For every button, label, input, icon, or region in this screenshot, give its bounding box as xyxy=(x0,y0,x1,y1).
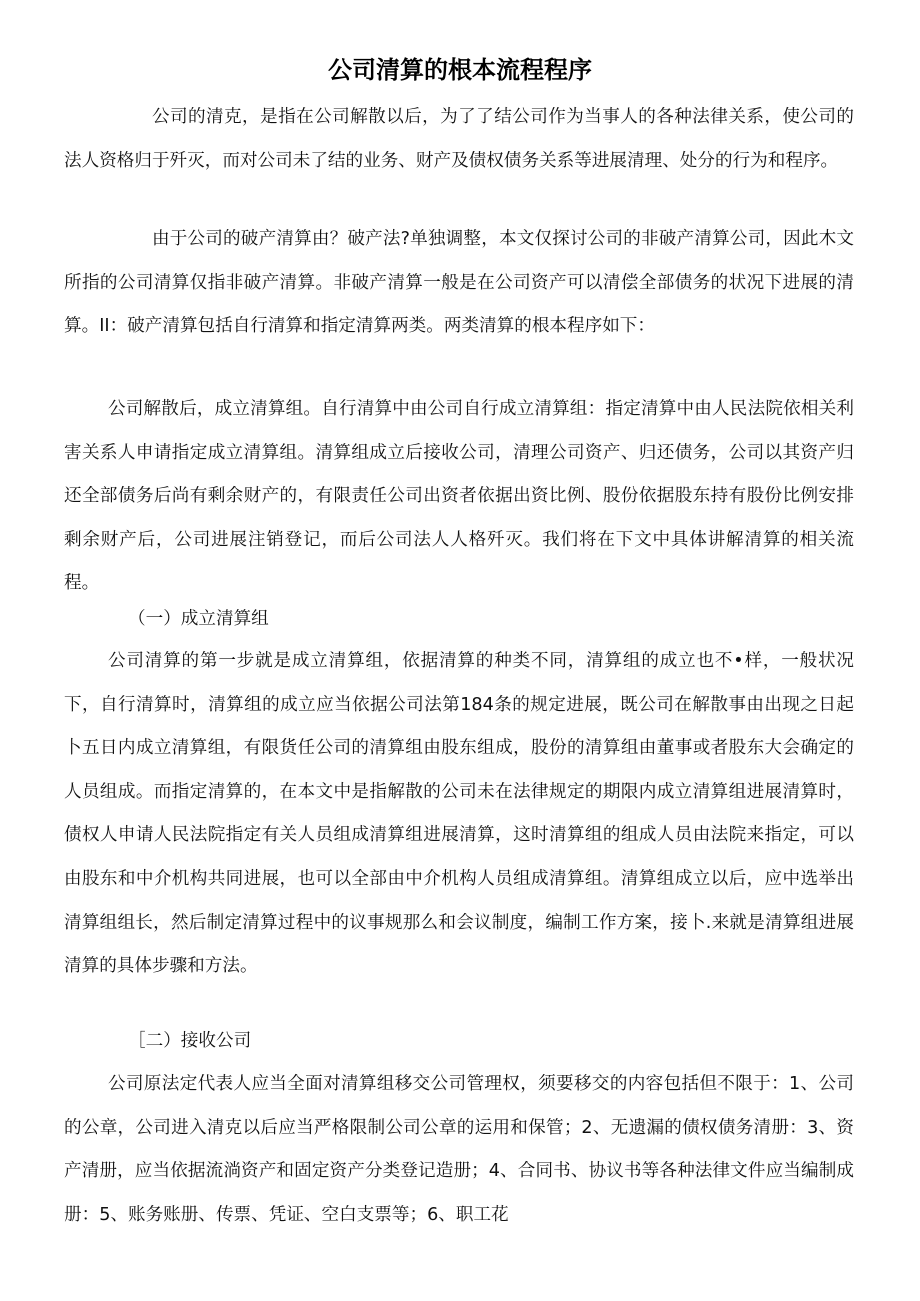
section-heading-take-over-company: ［二）接收公司 xyxy=(128,1031,252,1051)
paragraph-definition: 公司的清克，是指在公司解散以后，为了了结公司作为当事人的各种法律关系，使公司的法人资格归于歼灭，而对公司未了结的业务、财产及债权债务关系等进展清理、处分的行为和程序。 xyxy=(64,107,854,171)
paragraph-scope: 由于公司的破产清算由？破产法?单独调整，本文仅探讨公司的非破产清算公司，因此木文所指的公司清算仅指非破产清算。非破产清算一般是在公司资产可以清偿全部债务的状况下进展的清算。II：破产清算包括自行清算和指定清算两类。两类清算的根本程序如下： xyxy=(64,229,854,337)
document-title: 公司清算的根本流程程序 xyxy=(328,56,592,84)
section-heading-form-liquidation-group: （一）成立清算组 xyxy=(128,609,269,629)
paragraph-take-over-company: 公司原法定代表人应当全面对清算组移交公司管理权，须要移交的内容包括但不限于：1、公司的公章，公司进入清克以后应当严格限制公司公章的运用和保管；2、无遗漏的债权债务清册：3、资产清册，应当依据流淌资产和固定资产分类登记造册；4、合同书、协议书等各种法律文件应当编制成册：5、账务账册、传票、凭证、空白支票等；6、职工花 xyxy=(64,1074,854,1225)
paragraph-overview: 公司解散后，成立清算组。自行清算中由公司自行成立清算组：指定清算中由人民法院依相关利害关系人申请指定成立清算组。清算组成立后接收公司，清理公司资产、归还债务，公司以其资产归还全部债务后尚有剩余财产的，有限责任公司出资者依据出资比例、股份依据股东持有股份比例安排剩余财产后，公司进展注销登记，而后公司法人人格歼灭。我们将在下文中具体讲解清算的相关流程。 xyxy=(64,399,854,594)
paragraph-form-liquidation-group: 公司清算的第一步就是成立清算组，依据清算的种类不同，清算组的成立也不•样，一般状况下，自行清算时，清算组的成立应当依据公司法第184条的规定进展，既公司在解散事由出现之日起卜五日内成立清算组，有限货任公司的清算组由股东组成，股份的清算组由董事或者股东大会确定的人员组成。而指定清算的，在本文中是指解散的公司未在法律规定的期限内成立清算组进展清算时，债权人申请人民法院指定有关人员组成清算组进展清算，这时清算组的组成人员由法院来指定，可以由股东和中介机构共同进展，也可以全部由中介机构人员组成清算组。清算组成立以后，应中选举出清算组组长，然后制定清算过程中的议事规那么和会议制度，编制工作方案，接卜.来就是清算组进展清算的具体步骤和方法。 xyxy=(64,651,854,977)
